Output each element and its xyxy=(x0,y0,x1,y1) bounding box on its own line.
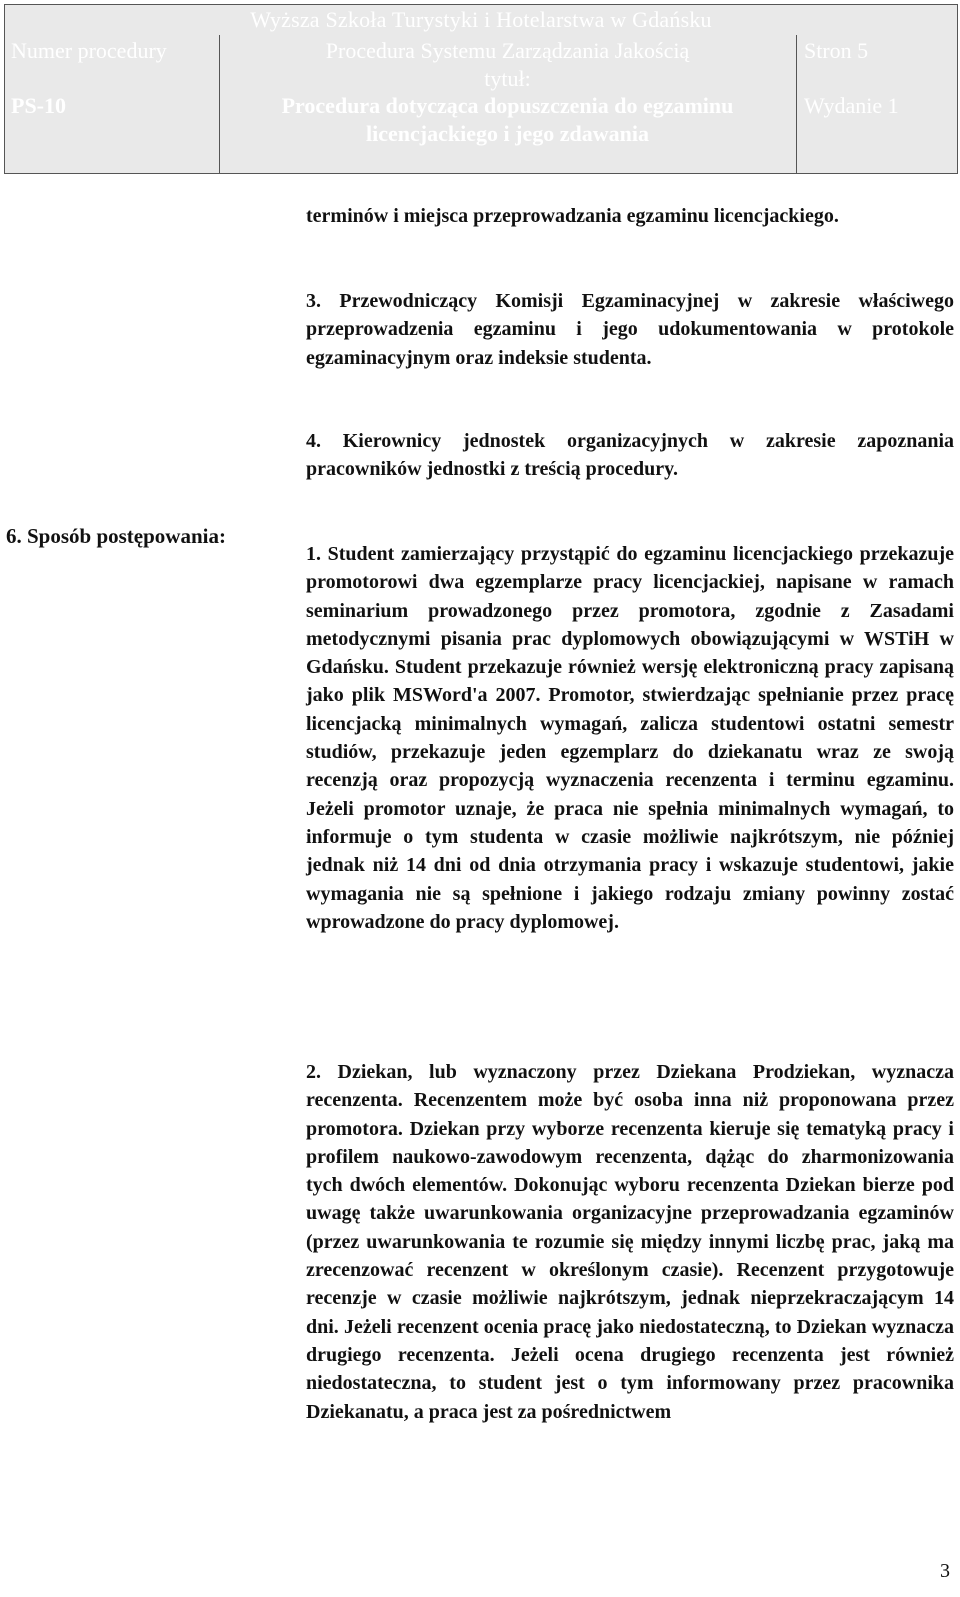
procedure-step-1: 1. Student zamierzający przystąpić do egzaminu licencjackiego przekazuje promotorowi dwa egzemplarze pracy licencjackiej, napisane w ramach seminarium prowadzonego przez promotora, zgodnie z Zasadami metodycznymi pisania prac dyplomowych obowiązującymi w WSTiH w Gdańsku. Student przekazuje również wersję elektroniczną pracy zapisaną jako plik MSWord'a 2007. Promotor, stwierdzając spełnianie przez pracę licencjacką minimalnych wymagań, zalicza studentowi ostatni semestr studiów, przekazuje jeden egzemplarz do dziekanatu wraz ze swoją recenzją oraz propozycją wyznaczenia recenzenta i terminu egzaminu. Jeżeli promotor uznaje, że praca nie spełnia minimalnych wymagań, to informuje o tym studenta w czasie możliwie najkrótszym, nie później jednak niż 14 dni od dnia otrzymania pracy i wskazuje studentowi, jakie wymagania nie są spełnione i jakiego rodzaju zmiany powinny zostać wprowadzone do pracy dyplomowej. xyxy=(306,543,954,933)
page-number: 3 xyxy=(940,1560,950,1582)
procedure-number-label: Numer procedury xyxy=(11,38,167,63)
header-procedure-number-cell xyxy=(5,35,220,173)
title-label: tytuł: xyxy=(484,66,531,91)
header-meta-cell xyxy=(796,35,957,173)
continuation-paragraph: terminów i miejsca przeprowadzania egzaminu licencjackiego. xyxy=(306,205,839,227)
system-label: Procedura Systemu Zarządzania Jakością xyxy=(325,38,690,63)
header-title-cell xyxy=(219,35,797,173)
procedure-title-line2: licencjackiego i jego zdawania xyxy=(366,121,649,146)
procedure-title-line1: Procedura dotycząca dopuszczenia do egzaminu xyxy=(281,93,734,118)
procedure-number: PS-10 xyxy=(11,93,66,118)
section-heading: 6. Sposób postępowania: xyxy=(6,524,226,548)
responsibility-item-3: 3. Przewodniczący Komisji Egzaminacyjnej w zakresie właściwego przeprowadzenia egzaminu i jego udokumentowania w protokole egzaminacyjnym oraz indeksie studenta. xyxy=(306,290,954,369)
institution-name: Wyższa Szkoła Turystyki i Hotelarstwa w Gdańsku xyxy=(250,7,712,32)
responsibility-item-4: 4. Kierownicy jednostek organizacyjnych w zakresie zapoznania pracowników jednostki z treścią procedury. xyxy=(306,430,954,481)
procedure-step-2: 2. Dziekan, lub wyznaczony przez Dziekana Prodziekan, wyznacza recenzenta. Recenzentem może być osoba inna niż proponowana przez promotora. Dziekan przy wyborze recenzenta kieruje się tematyką pracy i profilem naukowo-zawodowym recenzenta, dążąc do zharmonizowania tych dwóch elementów. Dokonując wyboru recenzenta Dziekan bierze pod uwagę także uwarunkowania organizacyjne przeprowadzania egzaminów (przez uwarunkowania te rozumie się między innymi liczbę prac, jaką ma zrecenzować recenzent w określonym czasie). Recenzent przygotowuje recenzje w czasie możliwie najkrótszym, jednak nieprzekraczającym 14 dni. Jeżeli recenzent ocenia pracę jako niedostateczną, to Dziekan wyznacza drugiego recenzenta. Jeżeli ocena drugiego recenzenta jest również niedostateczna, to student jest o tym informowany przez pracownika Dziekanatu, a praca jest za pośrednictwem xyxy=(306,1061,954,1423)
pages-count: Stron 5 xyxy=(804,38,869,63)
document-header xyxy=(4,4,958,174)
edition-label: Wydanie 1 xyxy=(804,93,899,118)
